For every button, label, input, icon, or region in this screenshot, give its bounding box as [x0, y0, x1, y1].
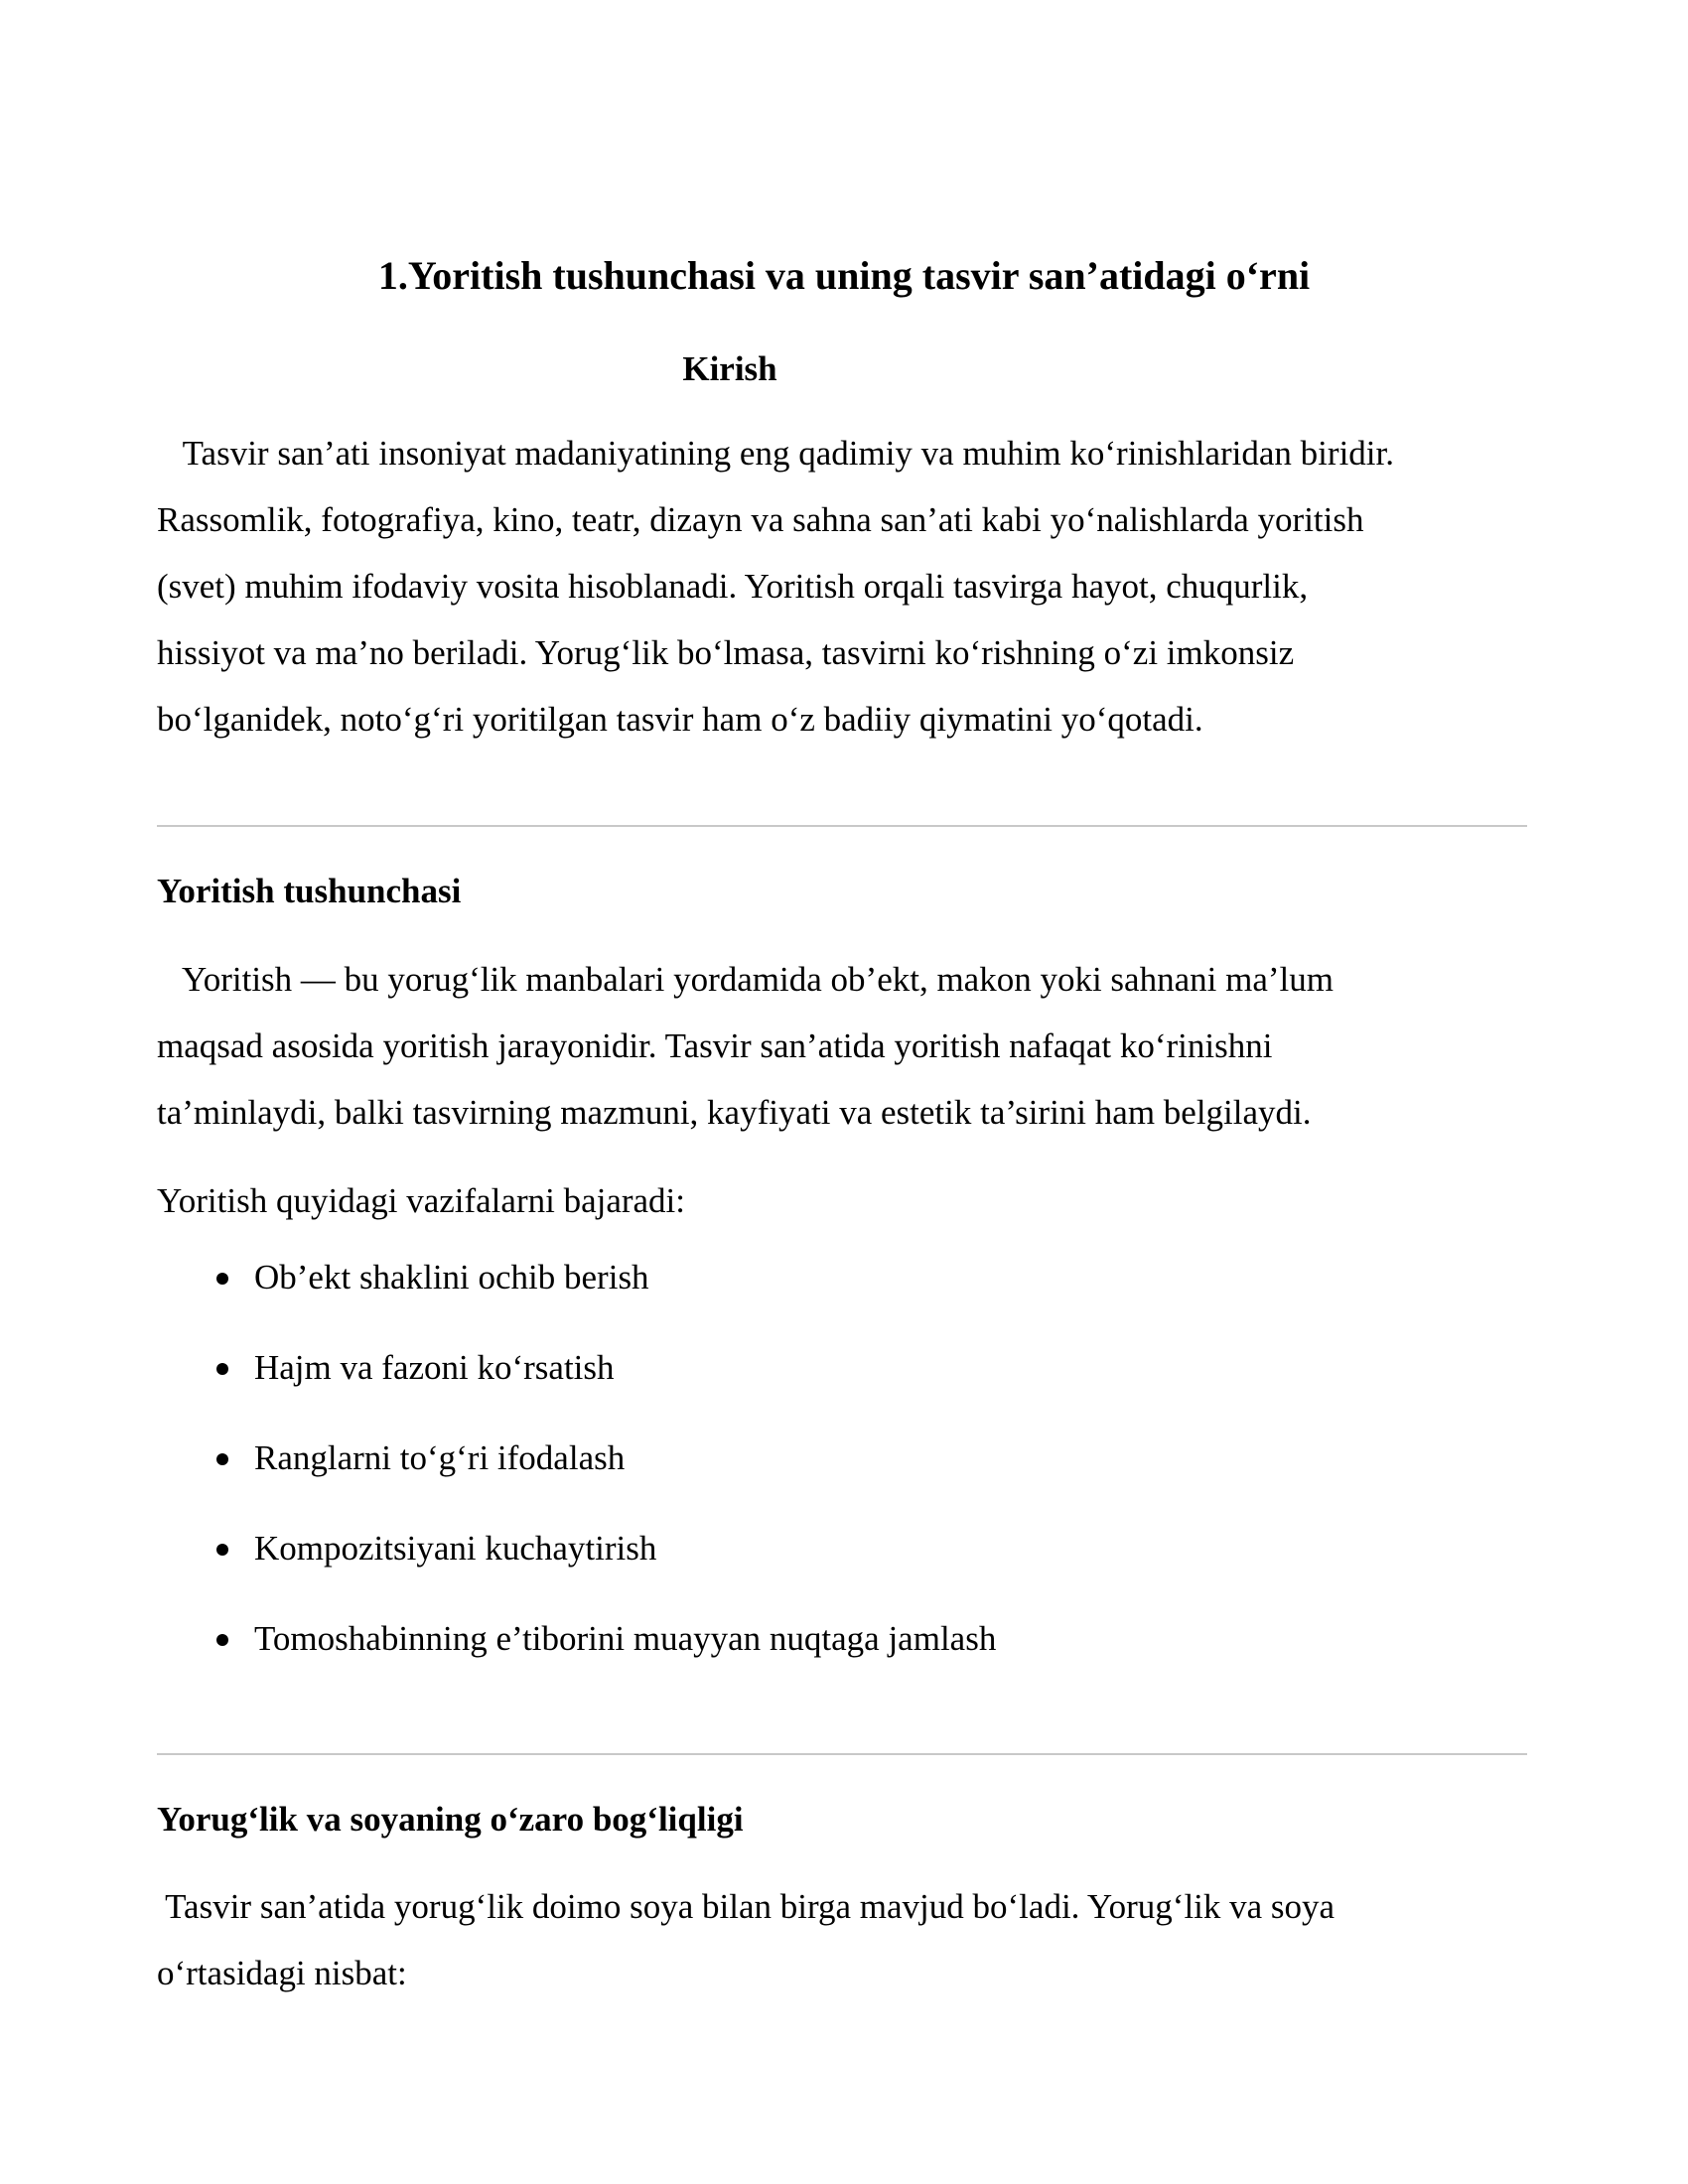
- list-item-label: Kompozitsiyani kuchaytirish: [254, 1529, 657, 1568]
- list-item-label: Ranglarni to‘g‘ri ifodalash: [254, 1438, 626, 1477]
- section2-paragraph: [157, 1873, 1527, 2006]
- list-item: [157, 1435, 1527, 1526]
- paragraph-line: hissiyot va ma’no beriladi. Yorug‘lik bo‘lmasa, tasvirni ko‘rishning o‘zi imkonsiz: [157, 633, 1295, 672]
- list-intro: [157, 1167, 1527, 1234]
- paragraph-line: Tasvir san’atida yorug‘lik doimo soya bilan birga mavjud bo‘ladi. Yorug‘lik va soya: [157, 1887, 1336, 1926]
- section-heading-yorug-lik-va-soya: Yorug‘lik va soyaning o‘zaro bog‘liqligi: [157, 1800, 744, 1839]
- intro-paragraph: [157, 420, 1527, 752]
- list-item-label: Ob’ekt shaklini ochib berish: [254, 1258, 649, 1297]
- section-heading-yoritish-tushunchasi: Yoritish tushunchasi: [157, 872, 462, 910]
- list-item: [157, 1526, 1527, 1616]
- paragraph-line: Yoritish quyidagi vazifalarni bajaradi:: [157, 1181, 686, 1220]
- list-item: [157, 1255, 1527, 1345]
- section-divider: [157, 825, 1527, 827]
- paragraph-line: (svet) muhim ifodaviy vosita hisoblanadi. Yoritish orqali tasvirga hayot, chuqurlik,: [157, 567, 1309, 606]
- bullet-icon: [216, 1544, 228, 1556]
- paragraph-line: ta’minlaydi, balki tasvirning mazmuni, kayfiyati va estetik ta’sirini ham belgilaydi.: [157, 1093, 1312, 1132]
- paragraph-line: maqsad asosida yoritish jarayonidir. Tasvir san’atida yoritish nafaqat ko‘rinishni: [157, 1026, 1273, 1065]
- intro-heading: Kirish: [682, 349, 777, 388]
- bullet-icon: [216, 1273, 228, 1285]
- list-item: [157, 1345, 1527, 1435]
- list-item-label: Tomoshabinning e’tiborini muayyan nuqtaga jamlash: [254, 1619, 997, 1658]
- bullet-icon: [216, 1453, 228, 1465]
- functions-list: [157, 1255, 1527, 1706]
- paragraph-line: o‘rtasidagi nisbat:: [157, 1954, 407, 1992]
- section1-paragraph: [157, 946, 1527, 1146]
- bullet-icon: [216, 1634, 228, 1646]
- paragraph-line: Rassomlik, fotografiya, kino, teatr, dizayn va sahna san’ati kabi yo‘nalishlarda yoritish: [157, 500, 1364, 539]
- paragraph-line: Yoritish — bu yorug‘lik manbalari yordamida ob’ekt, makon yoki sahnani ma’lum: [157, 960, 1334, 999]
- document-title: 1.Yoritish tushunchasi va uning tasvir san’atidagi o‘rni: [377, 253, 1311, 298]
- list-item: [157, 1616, 1527, 1706]
- paragraph-line: Tasvir san’ati insoniyat madaniyatining eng qadimiy va muhim ko‘rinishlaridan biridir.: [157, 434, 1394, 473]
- paragraph-line: bo‘lganidek, noto‘g‘ri yoritilgan tasvir ham o‘z badiiy qiymatini yo‘qotadi.: [157, 700, 1203, 739]
- list-item-label: Hajm va fazoni ko‘rsatish: [254, 1348, 615, 1387]
- section-divider: [157, 1753, 1527, 1755]
- bullet-icon: [216, 1363, 228, 1375]
